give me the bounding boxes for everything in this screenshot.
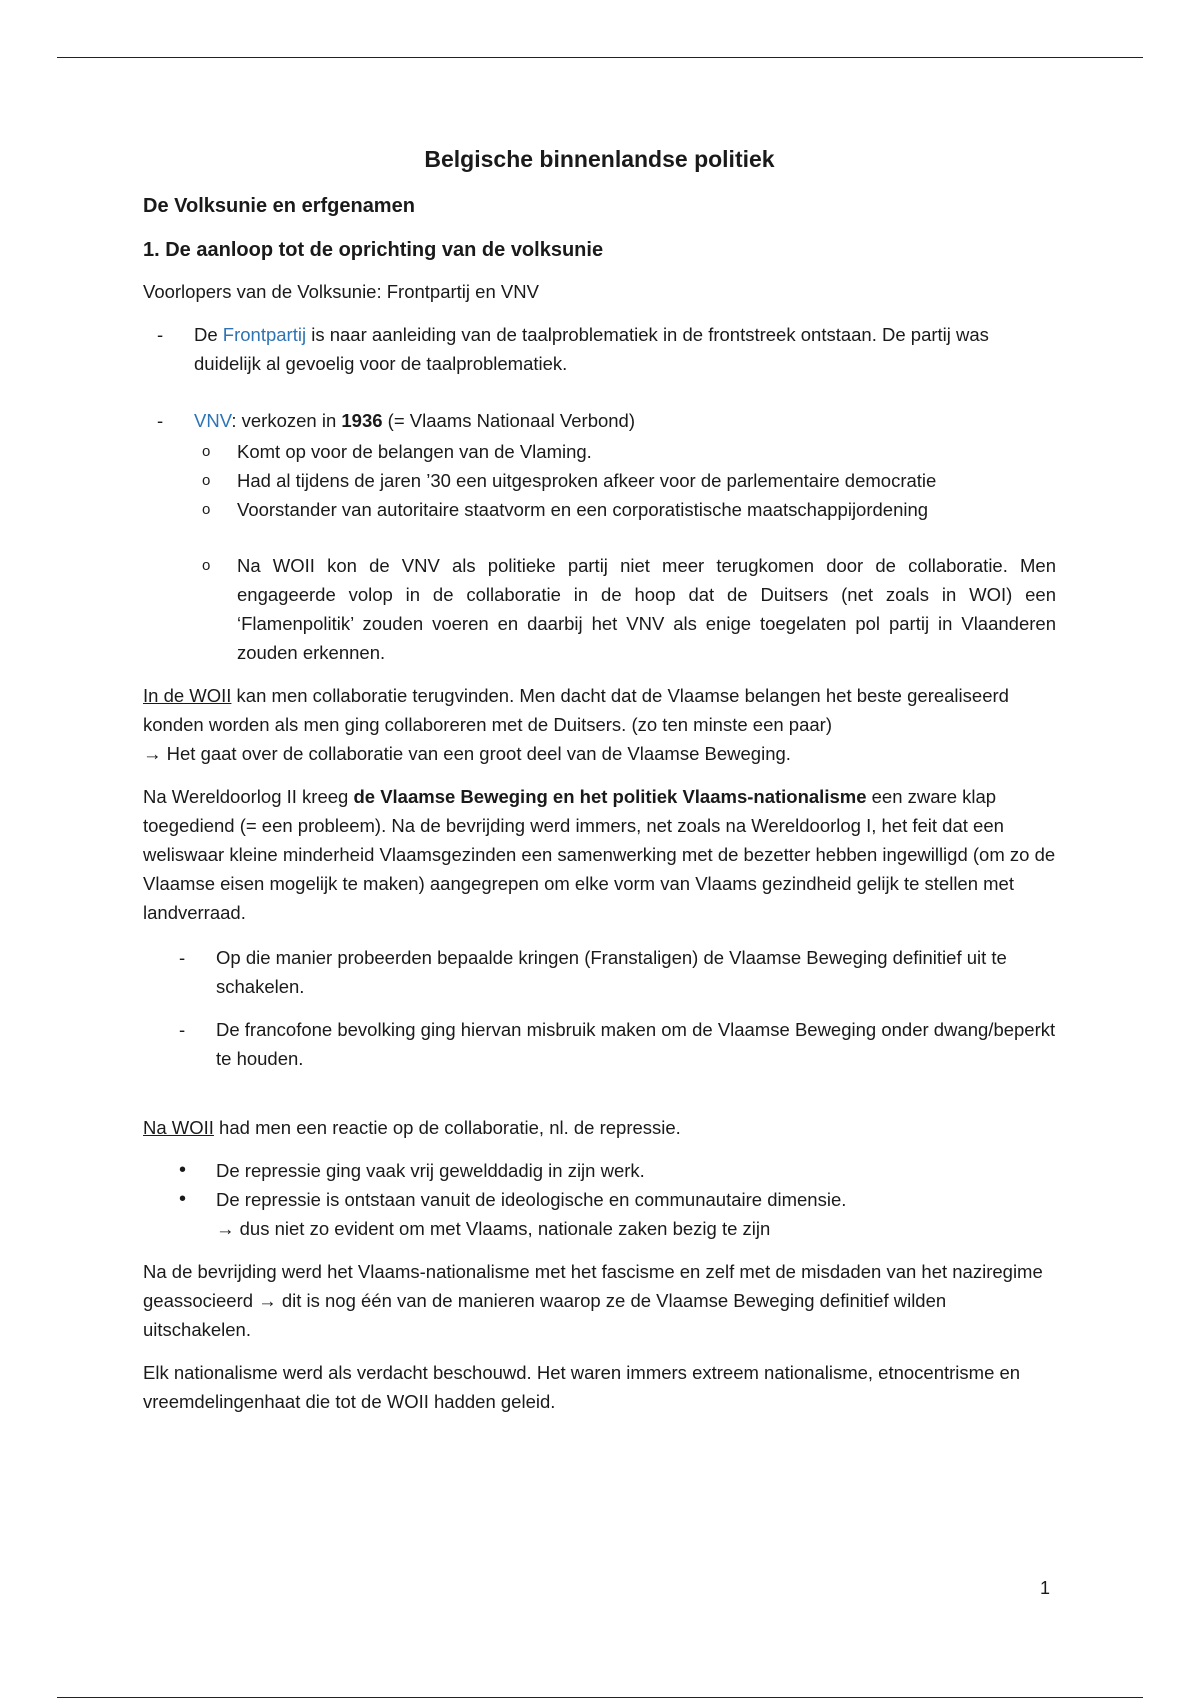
list-item-frontpartij <box>143 320 1056 378</box>
paragraph-aftermath <box>143 782 1056 927</box>
paragraph-text: had men een reactie op de collaboratie, nl. de repressie. <box>213 1117 681 1138</box>
frontpartij-text: is naar aanleiding van de taalproblematiek in de frontstreek ontstaan. De partij was duidelijk al gevoelig voor de taalproblematiek. <box>194 324 989 374</box>
paragraph-nationalism: Elk nationalisme werd als verdacht beschouwd. Het waren immers extreem nationalisme, etnocentrisme en vreemdelingenhaat die tot de WOII hadden geleid. <box>143 1362 1021 1412</box>
list-item: - De francofone bevolking ging hiervan misbruik maken om de Vlaamse Beweging onder dwang/beperkt te houden. <box>143 1015 1056 1073</box>
section-heading: De Volksunie en erfgenamen <box>143 195 415 217</box>
top-rule <box>57 57 1143 58</box>
vnv-link[interactable]: VNV <box>194 410 232 431</box>
paragraph-collaboration <box>143 681 1056 768</box>
page-number: 1 <box>1040 1578 1051 1598</box>
bullet-item <box>143 1185 1056 1243</box>
paragraph-text: kan men collaboratie terugvinden. Men dacht dat de Vlaamse belangen het beste gerealiseerd konden worden als men ging collaboreren met de Duitsers. (zo ten minste een paar) <box>143 685 1009 735</box>
paragraph-pre: Na Wereldoorlog II kreeg <box>143 786 354 807</box>
document-title: Belgische binnenlandse politiek <box>424 146 775 172</box>
text-prefix: De <box>194 324 223 345</box>
vnv-sublist <box>194 437 1056 667</box>
paragraph-repression <box>143 1113 1056 1142</box>
underlined-phrase: Na WOII <box>143 1117 214 1138</box>
bold-phrase: de Vlaamse Beweging en het politiek Vlaams-nationalisme <box>353 786 867 807</box>
vnv-year: 1936 <box>341 410 383 431</box>
consequence-list <box>143 943 1056 1073</box>
sub-item: o Komt op voor de belangen van de Vlaming. <box>194 437 1056 466</box>
bullet-item: • De repressie ging vaak vrij gewelddadig in zijn werk. <box>143 1156 1056 1185</box>
vnv-pre: : verkozen in <box>231 410 342 431</box>
list-item: - Op die manier probeerden bepaalde kringen (Franstaligen) de Vlaamse Beweging definitief uit te schakelen. <box>143 943 1056 1001</box>
paragraph-post: een zware klap toegediend (= een probleem). Na de bevrijding werd immers, net zoals na Wereldoorlog I, het feit dat een weliswaar kleine minderheid Vlaamsgezinden een samenwerking met de bezetter hebben ingewilligd (om zo de Vlaamse eisen mogelijk te maken) aangegrepen om elke vorm van Vlaams gezindheid gelijk te stellen met landverraad. <box>143 786 1056 923</box>
document-page <box>143 143 1056 1430</box>
sub-item: o Had al tijdens de jaren ’30 een uitgesproken afkeer voor de parlementaire democratie <box>194 466 1056 495</box>
paragraph-fascism: Na de bevrijding werd het Vlaams-nationalisme met het fascisme en zelf met de misdaden van het naziregime geassocieerd → dit is nog één van de manieren waarop ze de Vlaamse Beweging definitief wilden uitschakelen. <box>143 1261 1043 1340</box>
underlined-phrase: In de WOII <box>143 685 232 706</box>
list-item-vnv <box>143 406 1056 667</box>
predecessor-list <box>143 320 1056 667</box>
sub-item: o Voorstander van autoritaire staatvorm en een corporatistische maatschappijordening <box>194 495 1056 524</box>
frontpartij-link[interactable]: Frontpartij <box>222 324 307 345</box>
arrow-line: → dus niet zo evident om met Vlaams, nationale zaken bezig te zijn <box>216 1218 771 1239</box>
bullet-text: De repressie is ontstaan vanuit de ideologische en communautaire dimensie. <box>216 1189 847 1210</box>
intro-paragraph: Voorlopers van de Volksunie: Frontpartij en VNV <box>143 281 539 302</box>
repression-list <box>143 1156 1056 1243</box>
vnv-post: (= Vlaams Nationaal Verbond) <box>382 410 636 431</box>
subsection-heading: 1. De aanloop tot de oprichting van de volksunie <box>143 239 604 261</box>
sub-item: o Na WOII kon de VNV als politieke partij niet meer terugkomen door de collaboratie. Men engageerde volop in de collaboratie in de hoop dat de Duitsers (net zoals in WOI) een ‘Flamenpolitik’ zouden voeren en daarbij het VNV als enige toegelaten pol partij in Vlaanderen zouden erkennen. <box>194 551 1056 667</box>
arrow-line: → Het gaat over de collaboratie van een groot deel van de Vlaamse Beweging. <box>143 743 791 764</box>
bottom-rule <box>57 1697 1143 1698</box>
